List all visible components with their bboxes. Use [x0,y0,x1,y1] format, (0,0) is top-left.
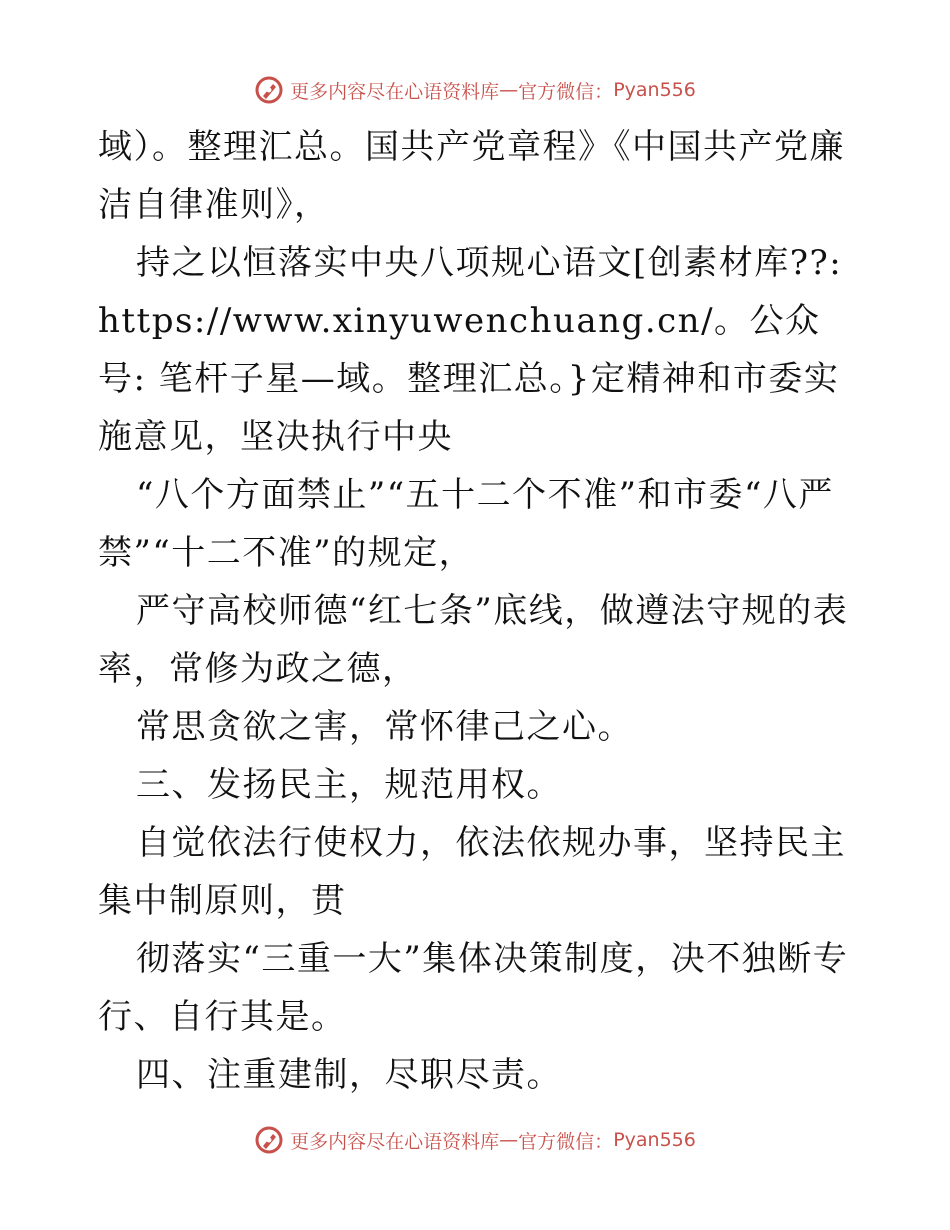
paragraph-7: 自觉依法行使权力，依法依规办事，坚持民主集中制原则，贯 [98,823,846,921]
paragraph-1: 域）。整理汇总。国共产党章程》《中国共产党廉洁自律准则》， [98,127,845,225]
paragraph-9: 四、注重建制，尽职尽责。 [136,1055,562,1095]
watermark-label: 官方微信： [518,1130,614,1153]
paragraph-3: “八个方面禁止”“五十二个不准”和市委“八严禁”“十二不准”的规定， [98,475,834,573]
paragraph-8: 彻落实“三重一大”集体决策制度，决不独断专行、自行其是。 [98,939,849,1037]
paragraph-6: 三、发扬民主，规范用权。 [136,765,562,805]
header-watermark [0,72,950,108]
paragraph-2: 持之以恒落实中央八项规心语文[创素材库??: https://www.xinyuwenchuang.cn/。公众号: 笔杆子星—域。整理汇总。}定精神和市委实施意见，坚决执行中央 [98,243,843,457]
document-body [98,118,858,1104]
watermark-text: 更多内容尽在心语资料库 [290,80,500,103]
footer-watermark [0,1122,950,1158]
watermark-label: 官方微信： [518,80,614,103]
paragraph-4: 严守高校师德“红七条”底线，做遵法守规的表率，常修为政之德， [98,591,849,689]
watermark-text: 更多内容尽在心语资料库 [290,1130,500,1153]
pen-nib-seal-icon [254,75,284,105]
pen-nib-seal-icon [254,1125,284,1155]
watermark-id: Pyan556 [613,1129,696,1151]
watermark-id: Pyan556 [613,79,696,101]
watermark-separator: — [499,1129,519,1151]
watermark-separator: — [499,79,519,101]
paragraph-5: 常思贪欲之害，常怀律己之心。 [136,707,633,747]
